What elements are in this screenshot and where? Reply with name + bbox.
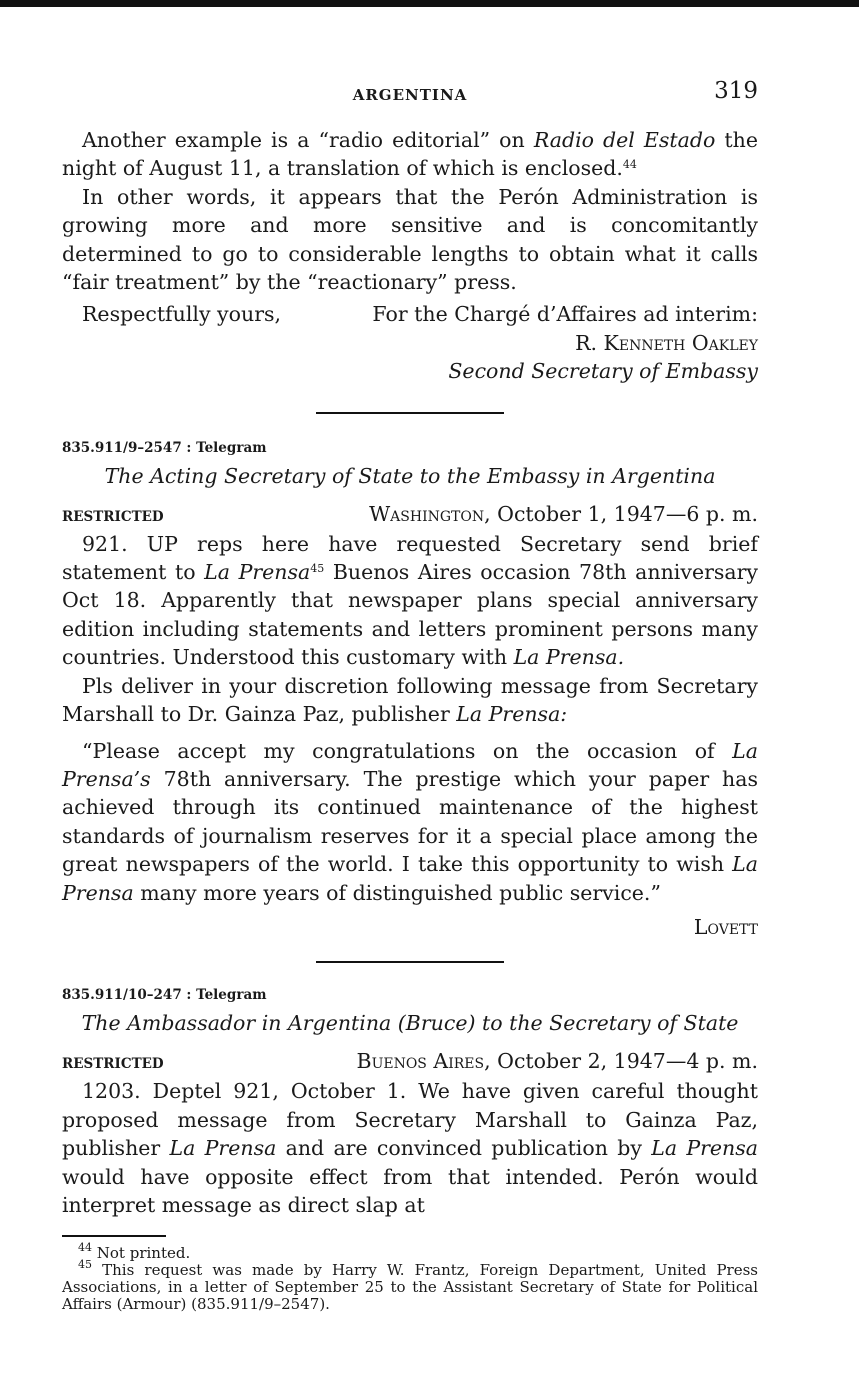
footnote-44 [62, 1240, 758, 1262]
closing-row [62, 300, 758, 328]
place: Washington [369, 501, 485, 526]
italic-run: La Prensa [169, 1136, 277, 1161]
italic-run: La Prensa’s [62, 738, 758, 791]
signer-title: Second Secretary of Embassy [448, 359, 758, 384]
paragraph-921 [62, 530, 758, 672]
footnote-text: Not printed. [96, 1243, 191, 1262]
footnote-number: 44 [78, 1240, 92, 1254]
text-run: would have opposite effect from that intended. Perón would interpret message as direct slap at [62, 1164, 758, 1217]
paragraph-peron-sensitivity: In other words, it appears that the Perón Administration is growing more and more sensitive and is concomitantly determined to go to considerable lengths to obtain what it calls “fair treatment” by the “reactionary” press. [62, 184, 758, 295]
scan-top-border [0, 0, 859, 7]
for-charge-line: For the Chargé d’Affaires ad interim: [372, 302, 758, 327]
place-date [357, 1049, 759, 1073]
footnote-45 [62, 1257, 758, 1313]
document-page [62, 78, 758, 1313]
paragraph-radio-editorial [62, 126, 758, 183]
page-number: 319 [714, 78, 758, 104]
text-run: 921. UP reps here have requested Secretary send brief statement to [62, 531, 758, 585]
italic-run: Radio del Estado [533, 128, 716, 152]
italic-run: La Prensa. [513, 645, 625, 670]
dateline [62, 1049, 758, 1073]
signer-name: R. Kenneth Oakley [575, 330, 758, 355]
italic-run: La Prensa [204, 560, 311, 585]
quoted-message [62, 737, 758, 907]
italic-run: La Prensa [651, 1136, 759, 1161]
footnote-ref-44: 44 [622, 158, 637, 172]
text-run: Buenos Aires occasion 78th anniversary Oct 18. Apparently that newspaper plans special anniversary edition including statements and letters prominent persons many countries. Understood this customary with [62, 560, 758, 670]
footnote-number: 45 [78, 1257, 92, 1271]
paragraph-pls-deliver [62, 672, 758, 729]
place: Buenos Aires [356, 1049, 485, 1074]
closing-salutation: Respectfully yours, [82, 302, 282, 327]
running-title: ARGENTINA [352, 86, 468, 104]
footnote-text: This request was made by Harry W. Frantz, Foreign Department, United Press Associations, in a letter of September 25 to the Assistant Secretary of State for Political Affairs (Armour) (835.911/9–2547). [62, 1260, 758, 1313]
italic-run: La Prensa: [456, 702, 568, 727]
classification-label: RESTRICTED [62, 508, 164, 525]
running-header [62, 78, 758, 112]
text-run: many more years of distinguished public service.” [133, 880, 661, 905]
doc-reference: 835.911/9–2547 : Telegram [62, 439, 267, 456]
text-run: 1203. Deptel 921, October 1. We have given careful thought proposed message from Secretary Marshall to Gainza Paz, publisher [62, 1079, 758, 1161]
text-run: 78th anniversary. The prestige which your paper has achieved through its continued maintenance of the highest standards of journalism reserves for it a special place among the great newspapers of the world. I take this opportunity to wish [62, 766, 758, 877]
classification-label: RESTRICTED [62, 1056, 164, 1073]
place-date [369, 502, 758, 526]
doc-title: The Acting Secretary of State to the Embassy in Argentina [104, 463, 716, 488]
paragraph-1203 [62, 1077, 758, 1219]
doc-title: The Ambassador in Argentina (Bruce) to the Secretary of State [81, 1011, 739, 1036]
date: , October 1, 1947—6 p. m. [484, 501, 758, 526]
text-run: Another example is a “radio editorial” on [82, 128, 534, 152]
dateline [62, 502, 758, 526]
signer-lovett: Lovett [693, 914, 758, 939]
text-run: Pls deliver in your discretion following message from Secretary Marshall to Dr. Gainza Paz, publisher [62, 673, 758, 727]
doc-reference: 835.911/10–247 : Telegram [62, 987, 267, 1004]
date: , October 2, 1947—4 p. m. [484, 1049, 758, 1074]
footnote-ref-45: 45 [310, 562, 325, 576]
text-run: “Please accept my congratulations on the occasion of [82, 738, 733, 763]
text-run: and are convinced publication by [276, 1136, 652, 1161]
text-run: the night of August 11, a translation of which is enclosed. [62, 128, 758, 181]
italic-run: La Prensa [62, 852, 758, 905]
